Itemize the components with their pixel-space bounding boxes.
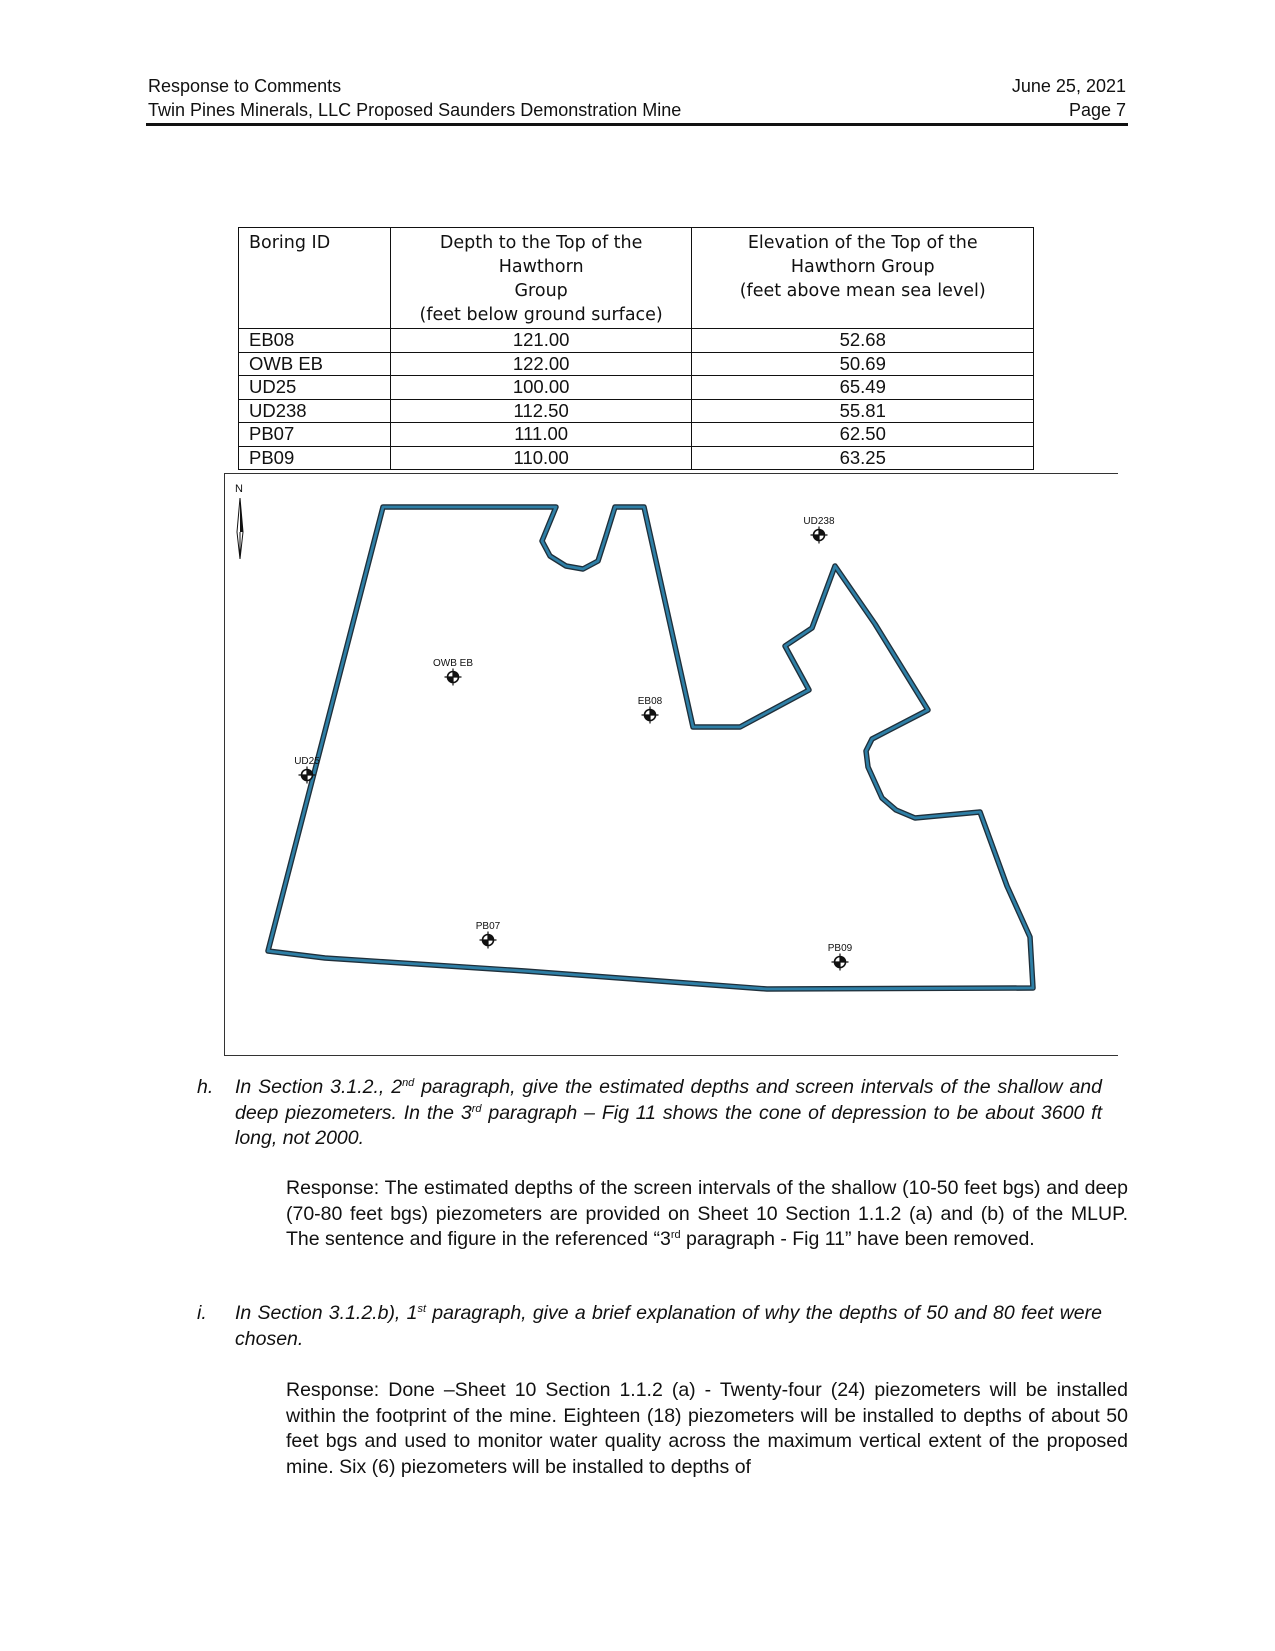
table-row xyxy=(239,446,1034,470)
table-row xyxy=(239,423,1034,447)
header-date: June 25, 2021 xyxy=(1011,76,1126,96)
cell-depth: 111.00 xyxy=(390,423,692,447)
header-page-number: Page 7 xyxy=(1068,100,1126,120)
boring-table xyxy=(238,227,1034,470)
boring-owb-eb xyxy=(433,658,473,686)
north-arrow-label: N xyxy=(235,483,243,495)
cell-boring-id: PB07 xyxy=(239,423,391,447)
table-row xyxy=(239,352,1034,376)
cell-depth: 100.00 xyxy=(390,376,692,400)
cell-elevation: 63.25 xyxy=(692,446,1034,470)
boring-pb09 xyxy=(828,943,853,971)
boring-marker-icon xyxy=(642,707,659,724)
table-row xyxy=(239,376,1034,400)
cell-elevation: 65.49 xyxy=(692,376,1034,400)
boring-eb08 xyxy=(638,696,663,724)
comment-response-i: Response: Done –Sheet 10 Section 1.1.2 (a) - Twenty-four (24) piezometers will be installed within the footprint of the mine. Eighteen (18) piezometers will be installed to depths of about 50 feet bgs and used to monitor water quality across the maximum vertical extent of the proposed mine. Six (6) piezometers will be installed to depths of xyxy=(286,1379,1128,1478)
boring-pb07 xyxy=(476,921,501,949)
cell-depth: 110.00 xyxy=(390,446,692,470)
boring-marker-icon xyxy=(811,527,828,544)
cell-boring-id: OWB EB xyxy=(239,352,391,376)
comment-question: In Section 3.1.2., 2nd paragraph, give the estimated depths and screen intervals of the shallow and deep piezometers. In the 3rd paragraph – Fig 11 shows the cone of depression to be about 3600 ft long, not 2000. xyxy=(235,1076,1103,1149)
cell-depth: 121.00 xyxy=(390,329,692,353)
cell-elevation: 55.81 xyxy=(692,399,1034,423)
boring-label: PB07 xyxy=(475,921,501,932)
boring-marker-icon xyxy=(480,932,497,949)
header-doc-title: Response to Comments xyxy=(148,76,342,96)
boring-marker-icon xyxy=(445,669,462,686)
cell-boring-id: UD25 xyxy=(239,376,391,400)
property-boundary xyxy=(268,507,1033,989)
table-row xyxy=(239,399,1034,423)
boring-marker-icon xyxy=(832,954,849,971)
item-marker: i. xyxy=(197,1302,207,1324)
column-header-depth: Depth to the Top of the Hawthorn Group (feet below ground surface) xyxy=(390,228,692,329)
cell-depth: 112.50 xyxy=(390,399,692,423)
cell-boring-id: UD238 xyxy=(239,399,391,423)
cell-elevation: 52.68 xyxy=(692,329,1034,353)
boring-label: PB09 xyxy=(827,943,853,954)
property-boundary-fill xyxy=(268,507,1033,989)
boring-ud238 xyxy=(803,516,835,544)
cell-boring-id: EB08 xyxy=(239,329,391,353)
comment-response-h: Response: The estimated depths of the screen intervals of the shallow (10-50 feet bgs) and deep (70-80 feet bgs) piezometers are provided on Sheet 10 Section 1.1.2 (a) and (b) of the MLUP. The sentence and figure in the referenced “3rd paragraph - Fig 11” have been removed. xyxy=(286,1177,1128,1250)
page-header xyxy=(148,74,1126,122)
cell-boring-id: PB09 xyxy=(239,446,391,470)
header-project-title: Twin Pines Minerals, LLC Proposed Saunders Demonstration Mine xyxy=(148,100,682,120)
boring-label: UD25 xyxy=(294,756,320,767)
boring-label: OWB EB xyxy=(432,658,474,669)
header-divider xyxy=(146,123,1128,126)
comment-question: In Section 3.1.2.b), 1st paragraph, give a brief explanation of why the depths of 50 and 80 feet were chosen. xyxy=(235,1302,1102,1350)
cell-elevation: 62.50 xyxy=(692,423,1034,447)
item-marker: h. xyxy=(197,1076,214,1098)
site-map xyxy=(224,473,1118,1056)
north-arrow-icon xyxy=(235,483,243,559)
column-header-boring-id: Boring ID xyxy=(239,228,391,329)
table-row xyxy=(239,329,1034,353)
boring-label: EB08 xyxy=(637,696,663,707)
cell-depth: 122.00 xyxy=(390,352,692,376)
site-map-svg xyxy=(225,474,1118,1055)
table-header-row xyxy=(239,228,1034,329)
cell-elevation: 50.69 xyxy=(692,352,1034,376)
column-header-elevation: Elevation of the Top of the Hawthorn Group (feet above mean sea level) xyxy=(692,228,1034,329)
boring-label: UD238 xyxy=(803,516,835,527)
